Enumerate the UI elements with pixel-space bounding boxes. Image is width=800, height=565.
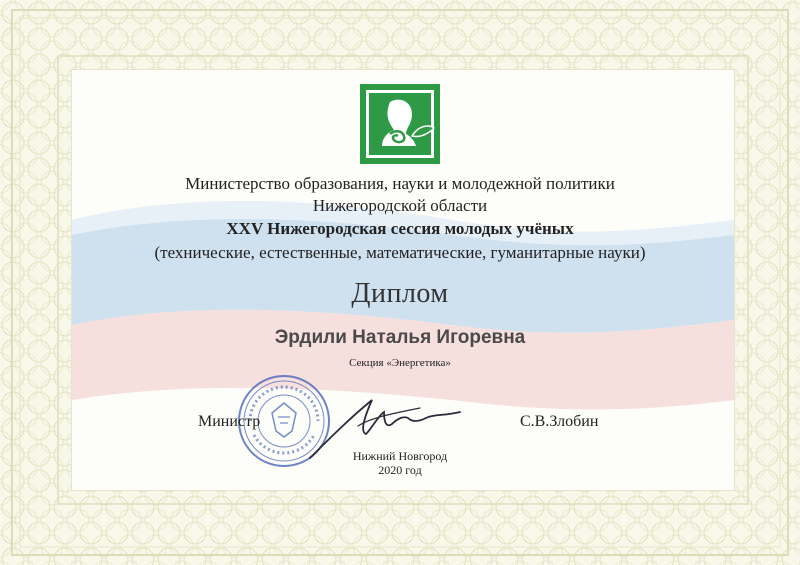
minister-label: Министр: [198, 413, 261, 430]
mother-child-leaf-icon: [360, 84, 440, 164]
sciences-subtitle: (технические, естественные, математические, гуманитарные науки): [154, 243, 646, 262]
session-title: XXV Нижегородская сессия молодых учёных: [226, 219, 574, 238]
region-name: Нижегородской области: [312, 196, 488, 215]
signer-name: С.В.Злобин: [520, 413, 599, 430]
ministry-name: Министерство образования, науки и молодежной политики: [185, 174, 615, 193]
diploma-title: Диплом: [351, 278, 449, 309]
city-name: Нижний Новгород: [352, 449, 448, 463]
emblem-logo: [360, 84, 440, 164]
section-name: Секция «Энергетика»: [349, 357, 451, 369]
recipient-name: Эрдили Наталья Игоревна: [274, 327, 526, 348]
issue-year: 2020 год: [378, 463, 422, 477]
